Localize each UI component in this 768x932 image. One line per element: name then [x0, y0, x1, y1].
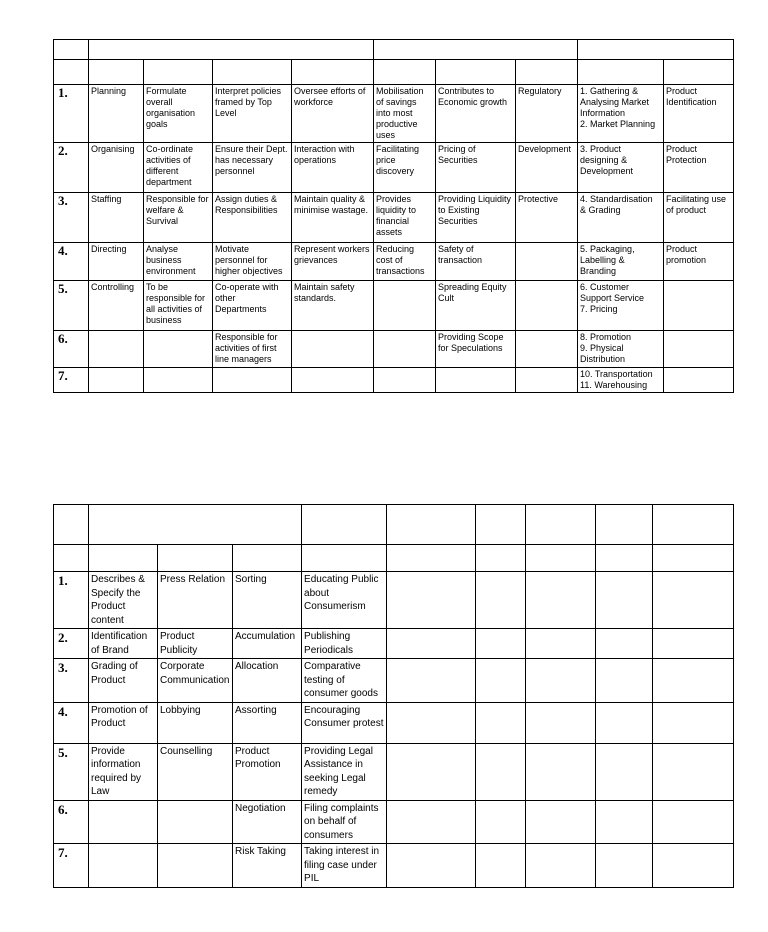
table-cell: Risk Taking — [233, 844, 302, 888]
subheader-cell — [302, 545, 387, 572]
subheader-cell — [158, 545, 233, 572]
table-row — [54, 143, 734, 193]
table-cell — [596, 659, 653, 703]
table-cell — [213, 368, 292, 393]
row-number: 7. — [54, 368, 89, 393]
subheader-cell — [526, 545, 596, 572]
row-number: 6. — [54, 800, 89, 844]
table-cell — [476, 629, 526, 659]
table-cell — [516, 281, 578, 331]
table-row — [54, 659, 734, 703]
table-cell — [516, 331, 578, 368]
table-row — [54, 85, 734, 143]
table-row — [54, 572, 734, 629]
row-number: 4. — [54, 243, 89, 281]
table-cell — [374, 281, 436, 331]
table-cell: Interpret policies framed by Top Level — [213, 85, 292, 143]
table-cell: Controlling — [89, 281, 144, 331]
table-cell — [158, 800, 233, 844]
row-number: 1. — [54, 85, 89, 143]
publicity-table-body — [54, 572, 734, 888]
table-cell: Taking interest in filing case under PIL — [302, 844, 387, 888]
table-cell: Corporate Communication — [158, 659, 233, 703]
table-cell: Provides liquidity to financial assets — [374, 193, 436, 243]
row-number: 5. — [54, 281, 89, 331]
table-cell — [653, 629, 734, 659]
table-cell: Lobbying — [158, 702, 233, 743]
table-cell: Responsible for welfare & Survival — [144, 193, 213, 243]
table-cell: Planning — [89, 85, 144, 143]
subheader-cell — [476, 545, 526, 572]
table-cell: Mobilisation of savings into most productive uses — [374, 85, 436, 143]
table-cell — [596, 844, 653, 888]
table-cell — [596, 743, 653, 800]
table-cell: Publishing Periodicals — [302, 629, 387, 659]
table-cell: Pricing of Securities — [436, 143, 516, 193]
table-cell: Educating Public about Consumerism — [302, 572, 387, 629]
subheader-cell — [653, 545, 734, 572]
table-cell — [89, 844, 158, 888]
table-cell: Co-ordinate activities of different department — [144, 143, 213, 193]
table-cell: 1. Gathering & Analysing Market Information 2. Market Planning — [578, 85, 664, 143]
table-cell — [526, 743, 596, 800]
table-cell — [526, 572, 596, 629]
table-cell: Development — [516, 143, 578, 193]
table-cell: Responsible for activities of first line managers — [213, 331, 292, 368]
header-cell — [54, 505, 89, 545]
table-subheader-row — [54, 545, 734, 572]
table-cell — [476, 800, 526, 844]
table-cell — [664, 281, 734, 331]
table-cell: 6. Customer Support Service 7. Pricing — [578, 281, 664, 331]
table-cell: Safety of transaction — [436, 243, 516, 281]
subheader-cell — [436, 60, 516, 85]
table-cell — [596, 800, 653, 844]
header-cell — [374, 40, 578, 60]
table-cell — [158, 844, 233, 888]
table-cell: Provide information required by Law — [89, 743, 158, 800]
table-cell — [476, 702, 526, 743]
table-cell — [374, 331, 436, 368]
table-cell: 8. Promotion 9. Physical Distribution — [578, 331, 664, 368]
table-row — [54, 702, 734, 743]
subheader-cell — [54, 60, 89, 85]
table-row — [54, 368, 734, 393]
subheader-cell — [144, 60, 213, 85]
subheader-cell — [664, 60, 734, 85]
row-number: 1. — [54, 572, 89, 629]
header-cell — [578, 40, 734, 60]
table-cell — [664, 368, 734, 393]
table-cell — [526, 702, 596, 743]
table-cell — [144, 331, 213, 368]
table-cell: Allocation — [233, 659, 302, 703]
table-cell: 3. Product designing & Development — [578, 143, 664, 193]
row-number: 5. — [54, 743, 89, 800]
table-cell: Ensure their Dept. has necessary personnel — [213, 143, 292, 193]
table-cell — [526, 659, 596, 703]
table-cell — [653, 844, 734, 888]
table-cell: Accumulation — [233, 629, 302, 659]
table-cell: Product promotion — [664, 243, 734, 281]
table-cell: Product Promotion — [233, 743, 302, 800]
table-cell: Product Identification — [664, 85, 734, 143]
row-number: 4. — [54, 702, 89, 743]
table-cell: Reducing cost of transactions — [374, 243, 436, 281]
subheader-cell — [89, 545, 158, 572]
subheader-cell — [89, 60, 144, 85]
table-cell: To be responsible for all activities of business — [144, 281, 213, 331]
table-row — [54, 331, 734, 368]
header-cell — [596, 505, 653, 545]
header-cell — [89, 505, 302, 545]
table-cell: Grading of Product — [89, 659, 158, 703]
table-cell: Facilitating price discovery — [374, 143, 436, 193]
table-cell — [596, 572, 653, 629]
subheader-cell — [292, 60, 374, 85]
table-cell — [476, 844, 526, 888]
table-cell — [653, 800, 734, 844]
table-cell — [653, 702, 734, 743]
table-cell — [653, 743, 734, 800]
table-cell — [653, 659, 734, 703]
row-number: 6. — [54, 331, 89, 368]
table-cell — [664, 331, 734, 368]
table-cell — [387, 629, 476, 659]
table-cell: Staffing — [89, 193, 144, 243]
table-cell — [387, 659, 476, 703]
table-header-row — [54, 505, 734, 545]
header-cell — [302, 505, 387, 545]
subheader-cell — [596, 545, 653, 572]
table-cell: Identification of Brand — [89, 629, 158, 659]
table-cell — [516, 368, 578, 393]
header-cell — [89, 40, 374, 60]
table-row — [54, 193, 734, 243]
table-cell: Maintain safety standards. — [292, 281, 374, 331]
table-cell — [292, 368, 374, 393]
table-subheader-row — [54, 60, 734, 85]
table-cell: Sorting — [233, 572, 302, 629]
table-cell: Maintain quality & minimise wastage. — [292, 193, 374, 243]
subheader-cell — [387, 545, 476, 572]
table-cell: Oversee efforts of workforce — [292, 85, 374, 143]
table-cell — [436, 368, 516, 393]
table-cell: 4. Standardisation & Grading — [578, 193, 664, 243]
table-cell: Providing Scope for Speculations — [436, 331, 516, 368]
table-row — [54, 743, 734, 800]
table-cell: Motivate personnel for higher objectives — [213, 243, 292, 281]
table-cell: Product Protection — [664, 143, 734, 193]
subheader-cell — [578, 60, 664, 85]
subheader-cell — [233, 545, 302, 572]
row-number: 2. — [54, 629, 89, 659]
table-cell — [476, 572, 526, 629]
table-cell: Contributes to Economic growth — [436, 85, 516, 143]
table-cell: Counselling — [158, 743, 233, 800]
table-cell: Press Relation — [158, 572, 233, 629]
table-cell — [292, 331, 374, 368]
table-cell: Protective — [516, 193, 578, 243]
table-cell: Directing — [89, 243, 144, 281]
table-cell: Filing complaints on behalf of consumers — [302, 800, 387, 844]
subheader-cell — [213, 60, 292, 85]
table-cell: Organising — [89, 143, 144, 193]
table-cell — [387, 702, 476, 743]
table-row — [54, 844, 734, 888]
table-cell: Promotion of Product — [89, 702, 158, 743]
table-cell: Encouraging Consumer protest — [302, 702, 387, 743]
table-cell — [526, 800, 596, 844]
row-number: 2. — [54, 143, 89, 193]
table-cell — [596, 702, 653, 743]
table-cell: 10. Transportation 11. Warehousing — [578, 368, 664, 393]
table-cell — [526, 629, 596, 659]
row-number: 3. — [54, 659, 89, 703]
header-cell — [387, 505, 476, 545]
subheader-cell — [374, 60, 436, 85]
table-cell — [596, 629, 653, 659]
table-cell: Formulate overall organisation goals — [144, 85, 213, 143]
header-cell — [476, 505, 526, 545]
table-cell: Providing Legal Assistance in seeking Legal remedy — [302, 743, 387, 800]
table-cell — [476, 743, 526, 800]
table-cell — [387, 800, 476, 844]
table-cell — [387, 844, 476, 888]
row-number: 7. — [54, 844, 89, 888]
table-cell — [374, 368, 436, 393]
table-cell: Negotiation — [233, 800, 302, 844]
table-cell — [89, 800, 158, 844]
table-cell: Assorting — [233, 702, 302, 743]
table-row — [54, 629, 734, 659]
table-header-row — [54, 40, 734, 60]
table-cell: 5. Packaging, Labelling & Branding — [578, 243, 664, 281]
subheader-cell — [516, 60, 578, 85]
publicity-table — [53, 504, 734, 888]
table-cell: Comparative testing of consumer goods — [302, 659, 387, 703]
table-cell — [89, 331, 144, 368]
table-cell: Co-operate with other Departments — [213, 281, 292, 331]
table-cell: Spreading Equity Cult — [436, 281, 516, 331]
table-cell: Facilitating use of product — [664, 193, 734, 243]
header-cell — [653, 505, 734, 545]
header-cell — [526, 505, 596, 545]
table-cell: Providing Liquidity to Existing Securities — [436, 193, 516, 243]
row-number: 3. — [54, 193, 89, 243]
table-cell — [387, 572, 476, 629]
table-cell: Describes & Specify the Product content — [89, 572, 158, 629]
table-cell — [89, 368, 144, 393]
functions-table — [53, 39, 734, 393]
table-row — [54, 800, 734, 844]
table-cell: Product Publicity — [158, 629, 233, 659]
table-cell — [144, 368, 213, 393]
table-cell: Represent workers grievances — [292, 243, 374, 281]
subheader-cell — [54, 545, 89, 572]
header-cell — [54, 40, 89, 60]
table-cell — [476, 659, 526, 703]
functions-table-body — [54, 85, 734, 393]
table-cell: Regulatory — [516, 85, 578, 143]
table-row — [54, 281, 734, 331]
table-cell: Assign duties & Responsibilities — [213, 193, 292, 243]
table-cell — [526, 844, 596, 888]
table-cell — [387, 743, 476, 800]
table-cell — [516, 243, 578, 281]
table-cell — [653, 572, 734, 629]
table-row — [54, 243, 734, 281]
table-cell: Interaction with operations — [292, 143, 374, 193]
table-cell: Analyse business environment — [144, 243, 213, 281]
